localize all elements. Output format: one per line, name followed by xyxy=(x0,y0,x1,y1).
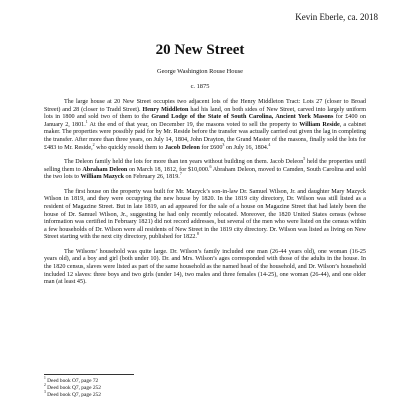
footnotes-list xyxy=(44,378,344,398)
paragraph-1 xyxy=(44,99,366,152)
footnote-number: 3 xyxy=(44,389,46,394)
p1-name-jacob-deleon: Jacob Deleon xyxy=(164,144,200,151)
footnote-item xyxy=(44,385,344,392)
footnote-text: Deed book Q7, page 252 xyxy=(47,384,101,391)
p1-name-william-reside: William Reside xyxy=(299,121,340,128)
page-subtitle: George Washington Rouse House xyxy=(156,68,244,75)
p1-text-6: who quickly resold them to xyxy=(94,144,165,151)
p2-name-abraham-deleon: Abraham Deleon xyxy=(82,166,128,173)
p4-text: The Wilsons’ household was quite large. Dr. Wilson’s family included one man (26-44 years old), one woman (16-25 years old), and a boy and girl (both under 10). Dr. and Mrs. Wilson’s ages corresponded with those of the adults in the house. In the 1820 census, slaves were listed as part of the same household as the named head of the household, and Dr. Wilson’s household included 12 slaves: three boys and two girls (under 14), two males and three females (14-25), one woman (26-44), and one older man (at least 45). xyxy=(44,248,366,286)
p1-name-grand-lodge: Grand Lodge of the State of South Carolina, Ancient York Masons xyxy=(151,114,334,121)
footnote-ref-6[interactable]: 6 xyxy=(209,163,212,169)
p2-text-5: on February 26, 1819. xyxy=(123,174,180,181)
footnote-item xyxy=(44,378,344,385)
p2-text-1: The Deleon family held the lots for more than ten years without building on them. Jacob Deleon xyxy=(64,159,304,166)
paragraph-3 xyxy=(44,189,366,242)
p1-text-1: The large house at 20 New Street occupies two adjacent lots of the Henry Middleton Tract: Lots 27 (closer to Broad Street) and 28 (closer to Tradd Street). xyxy=(44,99,366,113)
p1-text-7: for £600 xyxy=(199,144,223,151)
footnote-item xyxy=(44,389,344,399)
p2-text-4: Abraham Deleon, moved to Camden, South Carolina and sold the two lots to xyxy=(44,166,366,181)
footnote-number: 2 xyxy=(44,383,46,387)
p1-text-2: had his land, on both sides of New Street, carved into largely uniform lots in 1800 and sold two of them to the xyxy=(44,106,366,121)
footnote-text: Deed book Q7, page 252 xyxy=(47,391,101,398)
header-author: Kevin Eberle, ca. 2018 xyxy=(295,12,378,22)
p2-text-3: on March 18, 1812, for $10,000. xyxy=(127,166,210,173)
footnote-ref-5[interactable]: 5 xyxy=(303,156,306,162)
p2-text-2: held the properties until selling them to xyxy=(44,159,366,173)
footnote-text: Deed book O7, page 72 xyxy=(47,378,99,384)
footnote-ref-2[interactable]: 2 xyxy=(92,141,95,147)
p2-name-william-mazyck: William Mazyck xyxy=(80,174,124,181)
footnote-ref-4[interactable]: 4 xyxy=(268,141,271,147)
page-title: 20 New Street xyxy=(155,42,245,58)
p1-text-8: on July 16, 1804. xyxy=(224,144,269,151)
paragraph-4 xyxy=(44,249,366,287)
footnote-ref-3[interactable]: 3 xyxy=(222,141,225,147)
p1-name-henry-middleton: Henry Middleton xyxy=(142,106,189,113)
paragraph-2 xyxy=(44,156,366,182)
p1-text-4: At the end of that year, on December 19, the masons voted to sell the property to xyxy=(87,121,300,128)
footnote-divider xyxy=(44,374,134,375)
document-body xyxy=(44,99,366,294)
footnote-ref-1[interactable]: 1 xyxy=(85,118,88,124)
p1-text-5: , a cabinet maker. The properties were possibly paid for by Mr. Reside before the transfer was actually carried out given the lag in completing the transfer. After more than three years, on July 14, 1804, John Drayton, the Grand Master of the masons, finally sold the lots for £483 to Mr. Reside, xyxy=(44,121,367,151)
p1-text-3: for £400 on January 2, 1801. xyxy=(44,114,367,128)
footnote-number: 1 xyxy=(44,376,46,381)
page-date: c. 1875 xyxy=(190,83,210,90)
footnote-ref-7[interactable]: 7 xyxy=(179,171,182,177)
footnote-ref-8[interactable]: 8 xyxy=(196,231,199,237)
p3-text: The first house on the property was built for Mr. Mazyck’s son-in-law Dr. Samuel Wilson, Jr. and daughter Mary Mazyck Wilson in 1819, and they were occupying the new house by 1820. In the 1819 city directory, Dr. Wilson was still listed as a resident of Magazine Street. But in late 1819, an ad appeared for the sale of a house on Magazine Street that had lately been the house of Dr. Samuel Wilson, Jr., suggesting he had only recently relocated. Moreover, the 1820 United States census (whose information was certified in February 1821) did not record addresses, but several of the men who were listed on the census within a few households of Dr. Wilson were all residents of New Street in the 1819 city directory. Dr. Wilson was listed as living on New Street starting with the next city directory, published for 1822. xyxy=(44,188,366,241)
